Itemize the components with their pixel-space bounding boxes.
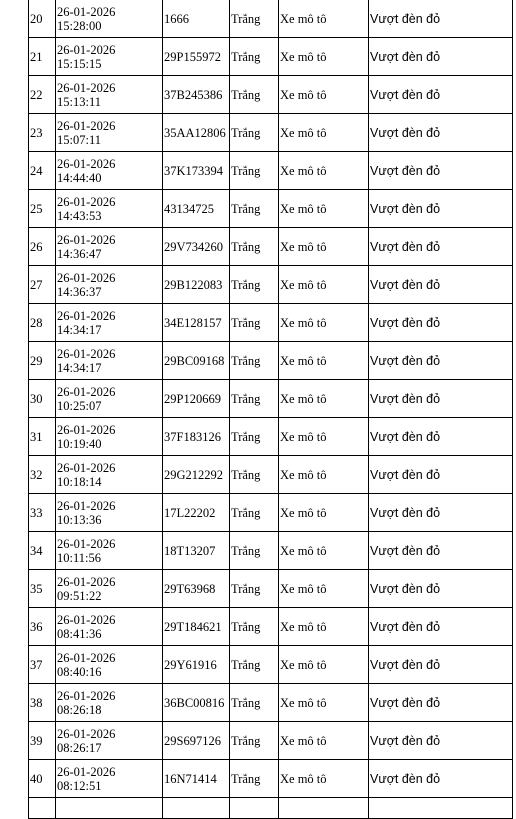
- plate-color-cell: Trắng: [230, 722, 279, 760]
- empty-cell: [230, 798, 279, 819]
- plate-cell: 36BC00816: [163, 684, 230, 722]
- row-number-cell: [29, 76, 56, 114]
- table-row: [29, 304, 513, 342]
- violations-table: [28, 0, 513, 819]
- violation-date: 26-01-2026: [57, 384, 116, 399]
- table-row: [29, 722, 513, 760]
- violation-date: 26-01-2026: [57, 156, 116, 171]
- table-row: [29, 342, 513, 380]
- violations-table-body: [29, 0, 513, 819]
- plate-cell: 29B122083: [163, 266, 230, 304]
- datetime-cell: [56, 532, 163, 570]
- violation-cell: Vượt đèn đỏ: [369, 608, 513, 646]
- violation-date: 26-01-2026: [57, 650, 116, 665]
- violation-cell: Vượt đèn đỏ: [369, 152, 513, 190]
- table-row: [29, 456, 513, 494]
- plate-cell: 37B245386: [163, 76, 230, 114]
- plate-cell: 35AA12806: [163, 114, 230, 152]
- row-number: 39: [30, 733, 43, 748]
- violation-date: 26-01-2026: [57, 726, 116, 741]
- row-number-cell: [29, 494, 56, 532]
- violation-cell: Vượt đèn đỏ: [369, 456, 513, 494]
- row-number-cell: [29, 190, 56, 228]
- datetime-cell: [56, 570, 163, 608]
- vehicle-type-cell: Xe mô tô: [279, 684, 369, 722]
- plate-color-cell: Trắng: [230, 380, 279, 418]
- row-number: 35: [30, 581, 43, 596]
- plate-color-cell: Trắng: [230, 494, 279, 532]
- plate-cell: 16N71414: [163, 760, 230, 798]
- plate-cell: 29T184621: [163, 608, 230, 646]
- plate-color-cell: Trắng: [230, 76, 279, 114]
- vehicle-type-cell: Xe mô tô: [279, 304, 369, 342]
- plate-cell: 29Y61916: [163, 646, 230, 684]
- plate-color-cell: Trắng: [230, 266, 279, 304]
- violation-cell: Vượt đèn đỏ: [369, 760, 513, 798]
- row-number-cell: [29, 266, 56, 304]
- row-number-cell: [29, 646, 56, 684]
- violation-date: 26-01-2026: [57, 460, 116, 475]
- vehicle-type-cell: Xe mô tô: [279, 570, 369, 608]
- violation-date: 26-01-2026: [57, 232, 116, 247]
- vehicle-type-cell: Xe mô tô: [279, 494, 369, 532]
- row-number: 37: [30, 657, 43, 672]
- plate-color-cell: Trắng: [230, 0, 279, 38]
- violation-date: 26-01-2026: [57, 308, 116, 323]
- plate-color-cell: Trắng: [230, 152, 279, 190]
- datetime-cell: [56, 684, 163, 722]
- table-row: [29, 152, 513, 190]
- datetime-cell: [56, 722, 163, 760]
- datetime-cell: [56, 646, 163, 684]
- vehicle-type-cell: Xe mô tô: [279, 456, 369, 494]
- table-row: [29, 646, 513, 684]
- plate-cell: 29BC09168: [163, 342, 230, 380]
- row-number: 33: [30, 505, 43, 520]
- violation-time: 10:25:07: [57, 398, 102, 413]
- violation-time: 15:07:11: [57, 132, 101, 147]
- plate-cell: 29S697126: [163, 722, 230, 760]
- row-number: 28: [30, 315, 43, 330]
- violation-date: 26-01-2026: [57, 612, 116, 627]
- plate-cell: 29P120669: [163, 380, 230, 418]
- row-number-cell: [29, 380, 56, 418]
- row-number-cell: [29, 532, 56, 570]
- violation-date: 26-01-2026: [57, 764, 116, 779]
- violation-cell: Vượt đèn đỏ: [369, 342, 513, 380]
- datetime-cell: [56, 380, 163, 418]
- violation-cell: Vượt đèn đỏ: [369, 380, 513, 418]
- plate-color-cell: Trắng: [230, 760, 279, 798]
- plate-cell: 29P155972: [163, 38, 230, 76]
- violation-time: 09:51:22: [57, 588, 102, 603]
- row-number: 24: [30, 163, 43, 178]
- plate-cell: 29G212292: [163, 456, 230, 494]
- datetime-cell: [56, 0, 163, 38]
- vehicle-type-cell: Xe mô tô: [279, 646, 369, 684]
- row-number: 31: [30, 429, 43, 444]
- violation-date: 26-01-2026: [57, 270, 116, 285]
- row-number: 25: [30, 201, 43, 216]
- datetime-cell: [56, 266, 163, 304]
- table-row: [29, 114, 513, 152]
- plate-color-cell: Trắng: [230, 456, 279, 494]
- violation-date: 26-01-2026: [57, 42, 116, 57]
- row-number: 21: [30, 49, 43, 64]
- violation-time: 15:15:15: [57, 56, 102, 71]
- violation-cell: Vượt đèn đỏ: [369, 76, 513, 114]
- empty-cell: [163, 798, 230, 819]
- plate-color-cell: Trắng: [230, 304, 279, 342]
- datetime-cell: [56, 152, 163, 190]
- plate-color-cell: Trắng: [230, 38, 279, 76]
- vehicle-type-cell: Xe mô tô: [279, 342, 369, 380]
- violation-cell: Vượt đèn đỏ: [369, 722, 513, 760]
- plate-color-cell: Trắng: [230, 114, 279, 152]
- violation-cell: Vượt đèn đỏ: [369, 418, 513, 456]
- row-number: 32: [30, 467, 43, 482]
- table-row: [29, 38, 513, 76]
- row-number-cell: [29, 114, 56, 152]
- plate-color-cell: Trắng: [230, 570, 279, 608]
- row-number: 29: [30, 353, 43, 368]
- violation-time: 08:40:16: [57, 664, 102, 679]
- plate-cell: 1666: [163, 0, 230, 38]
- row-number-cell: [29, 0, 56, 38]
- plate-cell: 43134725: [163, 190, 230, 228]
- row-number: 40: [30, 771, 43, 786]
- row-number: 26: [30, 239, 43, 254]
- plate-cell: 29V734260: [163, 228, 230, 266]
- row-number-cell: [29, 228, 56, 266]
- violation-date: 26-01-2026: [57, 688, 116, 703]
- violation-cell: Vượt đèn đỏ: [369, 304, 513, 342]
- violation-date: 26-01-2026: [57, 422, 116, 437]
- table-row: [29, 608, 513, 646]
- violation-time: 14:34:17: [57, 322, 102, 337]
- violation-time: 14:36:47: [57, 246, 102, 261]
- table-row: [29, 190, 513, 228]
- table-row: [29, 228, 513, 266]
- plate-color-cell: Trắng: [230, 418, 279, 456]
- table-row: [29, 380, 513, 418]
- violation-time: 08:41:36: [57, 626, 102, 641]
- row-number-cell: [29, 684, 56, 722]
- datetime-cell: [56, 228, 163, 266]
- violation-cell: Vượt đèn đỏ: [369, 266, 513, 304]
- violation-time: 10:19:40: [57, 436, 102, 451]
- violation-time: 15:28:00: [57, 18, 102, 33]
- violation-time: 14:36:37: [57, 284, 102, 299]
- violation-time: 10:11:56: [57, 550, 101, 565]
- table-row: [29, 494, 513, 532]
- row-number-cell: [29, 760, 56, 798]
- violation-time: 15:13:11: [57, 94, 101, 109]
- vehicle-type-cell: Xe mô tô: [279, 418, 369, 456]
- vehicle-type-cell: Xe mô tô: [279, 114, 369, 152]
- datetime-cell: [56, 190, 163, 228]
- datetime-cell: [56, 760, 163, 798]
- plate-cell: 37F183126: [163, 418, 230, 456]
- vehicle-type-cell: Xe mô tô: [279, 152, 369, 190]
- row-number-cell: [29, 722, 56, 760]
- violation-time: 14:34:17: [57, 360, 102, 375]
- violation-cell: Vượt đèn đỏ: [369, 114, 513, 152]
- violation-cell: Vượt đèn đỏ: [369, 532, 513, 570]
- datetime-cell: [56, 342, 163, 380]
- plate-cell: 34E128157: [163, 304, 230, 342]
- table-row: [29, 760, 513, 798]
- vehicle-type-cell: Xe mô tô: [279, 760, 369, 798]
- violation-cell: Vượt đèn đỏ: [369, 494, 513, 532]
- datetime-cell: [56, 76, 163, 114]
- vehicle-type-cell: Xe mô tô: [279, 722, 369, 760]
- vehicle-type-cell: Xe mô tô: [279, 76, 369, 114]
- violation-cell: Vượt đèn đỏ: [369, 190, 513, 228]
- row-number: 22: [30, 87, 43, 102]
- plate-color-cell: Trắng: [230, 646, 279, 684]
- row-number-cell: [29, 304, 56, 342]
- row-number: 38: [30, 695, 43, 710]
- violation-time: 10:13:36: [57, 512, 102, 527]
- plate-color-cell: Trắng: [230, 190, 279, 228]
- datetime-cell: [56, 418, 163, 456]
- empty-cell: [29, 798, 56, 819]
- row-number: 30: [30, 391, 43, 406]
- row-number-cell: [29, 456, 56, 494]
- plate-color-cell: Trắng: [230, 684, 279, 722]
- table-row: [29, 418, 513, 456]
- violation-cell: Vượt đèn đỏ: [369, 228, 513, 266]
- plate-cell: 29T63968: [163, 570, 230, 608]
- row-number-cell: [29, 608, 56, 646]
- vehicle-type-cell: Xe mô tô: [279, 0, 369, 38]
- table-row: [29, 532, 513, 570]
- row-number: 36: [30, 619, 43, 634]
- plate-cell: 17L22202: [163, 494, 230, 532]
- vehicle-type-cell: Xe mô tô: [279, 266, 369, 304]
- violation-time: 08:12:51: [57, 778, 102, 793]
- violation-date: 26-01-2026: [57, 194, 116, 209]
- table-row: [29, 266, 513, 304]
- violation-date: 26-01-2026: [57, 574, 116, 589]
- violation-cell: Vượt đèn đỏ: [369, 570, 513, 608]
- violation-time: 14:44:40: [57, 170, 102, 185]
- empty-cell: [56, 798, 163, 819]
- row-number: 34: [30, 543, 43, 558]
- plate-color-cell: Trắng: [230, 228, 279, 266]
- vehicle-type-cell: Xe mô tô: [279, 608, 369, 646]
- row-number-cell: [29, 152, 56, 190]
- vehicle-type-cell: Xe mô tô: [279, 380, 369, 418]
- violation-date: 26-01-2026: [57, 80, 116, 95]
- row-number: 23: [30, 125, 43, 140]
- plate-color-cell: Trắng: [230, 342, 279, 380]
- violation-date: 26-01-2026: [57, 118, 116, 133]
- violation-time: 08:26:18: [57, 702, 102, 717]
- empty-cell: [369, 798, 513, 819]
- table-row: [29, 0, 513, 38]
- violation-cell: Vượt đèn đỏ: [369, 0, 513, 38]
- datetime-cell: [56, 38, 163, 76]
- violation-time: 10:18:14: [57, 474, 102, 489]
- row-number-cell: [29, 38, 56, 76]
- vehicle-type-cell: Xe mô tô: [279, 38, 369, 76]
- violation-date: 26-01-2026: [57, 4, 116, 19]
- table-row-partial: [29, 798, 513, 819]
- violation-time: 08:26:17: [57, 740, 102, 755]
- plate-cell: 18T13207: [163, 532, 230, 570]
- row-number-cell: [29, 418, 56, 456]
- plate-color-cell: Trắng: [230, 608, 279, 646]
- datetime-cell: [56, 494, 163, 532]
- vehicle-type-cell: Xe mô tô: [279, 190, 369, 228]
- datetime-cell: [56, 456, 163, 494]
- table-row: [29, 76, 513, 114]
- violation-time: 14:43:53: [57, 208, 102, 223]
- row-number: 27: [30, 277, 43, 292]
- empty-cell: [279, 798, 369, 819]
- violation-cell: Vượt đèn đỏ: [369, 38, 513, 76]
- row-number: 20: [30, 11, 43, 26]
- violation-date: 26-01-2026: [57, 498, 116, 513]
- plate-color-cell: Trắng: [230, 532, 279, 570]
- vehicle-type-cell: Xe mô tô: [279, 228, 369, 266]
- datetime-cell: [56, 608, 163, 646]
- vehicle-type-cell: Xe mô tô: [279, 532, 369, 570]
- violation-cell: Vượt đèn đỏ: [369, 684, 513, 722]
- violation-date: 26-01-2026: [57, 536, 116, 551]
- table-row: [29, 570, 513, 608]
- datetime-cell: [56, 304, 163, 342]
- datetime-cell: [56, 114, 163, 152]
- violation-date: 26-01-2026: [57, 346, 116, 361]
- violation-cell: Vượt đèn đỏ: [369, 646, 513, 684]
- table-row: [29, 684, 513, 722]
- plate-cell: 37K173394: [163, 152, 230, 190]
- row-number-cell: [29, 570, 56, 608]
- row-number-cell: [29, 342, 56, 380]
